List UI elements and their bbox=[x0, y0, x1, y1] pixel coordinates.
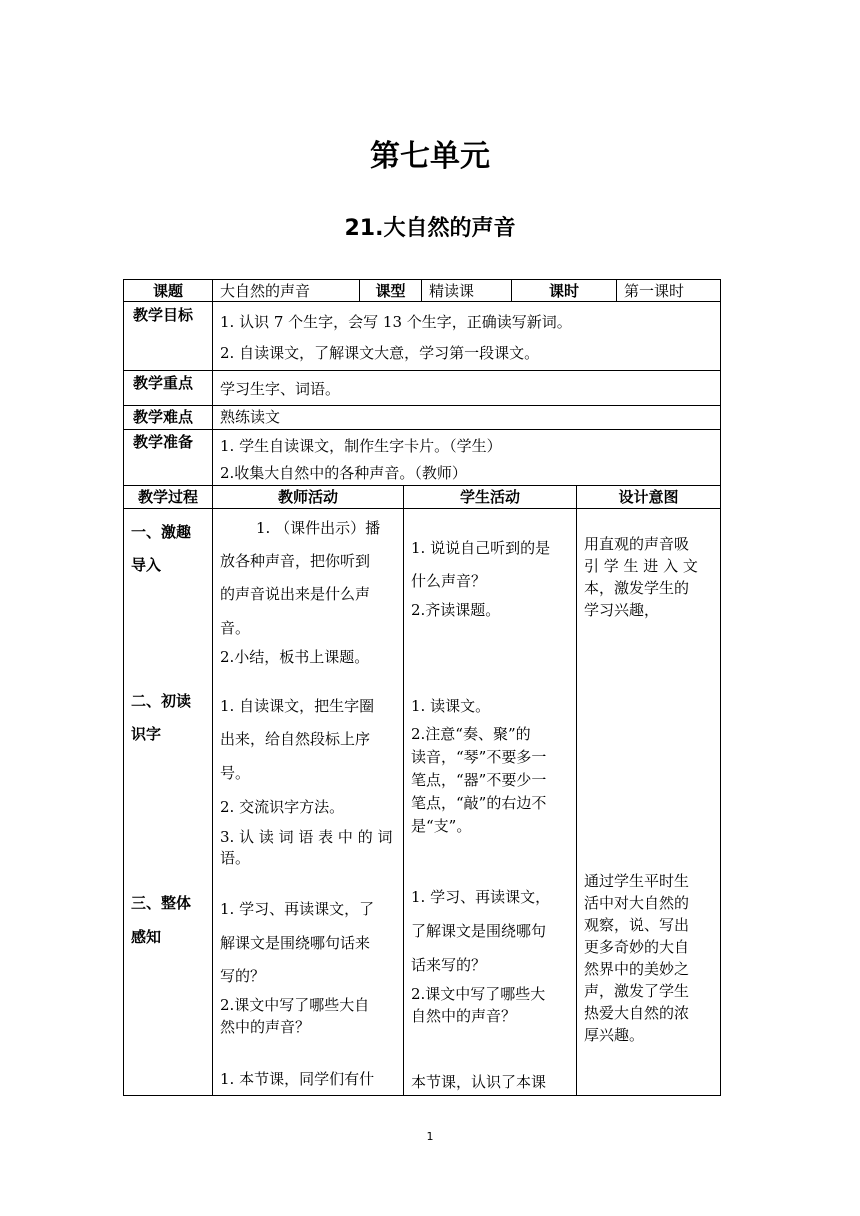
table-rule bbox=[616, 279, 617, 302]
teacher-activity-line: 1. 学习、再读课文，了 bbox=[220, 900, 375, 918]
teacher-activity-line: 2. 交流识字方法。 bbox=[220, 798, 345, 816]
teacher-activity-line: 1. 本节课，同学们有什 bbox=[220, 1070, 375, 1088]
design-intent-line: 用直观的声音吸 bbox=[584, 535, 690, 553]
teacher-activity-line: 1. （课件出示）播 bbox=[256, 519, 381, 537]
teacher-activity-line: 3. 认 读 词 语 表 中 的 词 bbox=[220, 828, 393, 846]
teacher-activity-line: 然中的声音？ bbox=[220, 1018, 311, 1036]
student-activity-line: 2.课文中写了哪些大 bbox=[411, 985, 546, 1003]
goal-item: 1. 认识 7 个生字，会写 13 个生字，正确读写新词。 bbox=[220, 313, 572, 331]
student-activity-line: 1. 说说自己听到的是 bbox=[411, 539, 551, 557]
stage-name: 导入 bbox=[131, 556, 162, 574]
student-activity-line: 2.齐读课题。 bbox=[411, 601, 501, 619]
type-label: 课型 bbox=[375, 282, 406, 300]
process-col-stage: 教学过程 bbox=[137, 488, 198, 506]
design-intent-line: 热爱大自然的浓 bbox=[584, 1004, 690, 1022]
student-activity-line: 是“支”。 bbox=[411, 817, 472, 835]
difficulty-label: 教学难点 bbox=[133, 408, 194, 426]
table-rule bbox=[212, 279, 213, 1096]
table-rule bbox=[403, 485, 404, 1096]
table-rule bbox=[421, 279, 422, 302]
period-label: 课时 bbox=[548, 282, 579, 300]
design-intent-line: 声，激发了学生 bbox=[584, 982, 690, 1000]
design-intent-line: 活中对大自然的 bbox=[584, 894, 690, 912]
preparation-label: 教学准备 bbox=[133, 433, 194, 451]
student-activity-line: 2.注意“奏、聚”的 bbox=[411, 725, 531, 743]
table-rule bbox=[123, 279, 124, 1096]
unit-title: 第七单元 bbox=[370, 139, 490, 174]
focus-label: 教学重点 bbox=[133, 374, 194, 392]
stage-name: 识字 bbox=[131, 725, 162, 743]
teacher-activity-line: 2.课文中写了哪些大自 bbox=[220, 996, 370, 1014]
stage-name: 一、激趣 bbox=[131, 523, 192, 541]
goal-item: 2. 自读课文，了解课文大意，学习第一段课文。 bbox=[220, 344, 540, 362]
stage-name: 三、整体 bbox=[131, 894, 192, 912]
lesson-title: 21.大自然的声音 bbox=[344, 216, 516, 241]
student-activity-line: 自然中的声音？ bbox=[411, 1007, 517, 1025]
stage-name: 二、初读 bbox=[131, 692, 192, 710]
page-number: 1 bbox=[426, 1130, 434, 1143]
period-value: 第一课时 bbox=[624, 282, 685, 300]
design-intent-line: 本，激发学生的 bbox=[584, 579, 690, 597]
teacher-activity-line: 的声音说出来是什么声 bbox=[220, 585, 371, 603]
teacher-activity-line: 1. 自读课文，把生字圈 bbox=[220, 697, 375, 715]
teacher-activity-line: 解课文是围绕哪句话来 bbox=[220, 934, 371, 952]
student-activity-line: 读音，“琴”不要多一 bbox=[411, 748, 547, 766]
design-intent-line: 学习兴趣， bbox=[584, 601, 660, 619]
design-intent-line: 然界中的美妙之 bbox=[584, 960, 690, 978]
teacher-activity-line: 号。 bbox=[220, 764, 251, 782]
design-intent-line: 通过学生平时生 bbox=[584, 872, 690, 890]
design-intent-line: 更多奇妙的大自 bbox=[584, 938, 690, 956]
stage-name: 感知 bbox=[131, 928, 162, 946]
student-activity-line: 笔点，“器”不要少一 bbox=[411, 771, 547, 789]
teacher-activity-line: 放各种声音，把你听到 bbox=[220, 552, 371, 570]
teacher-activity-line: 音。 bbox=[220, 619, 251, 637]
teacher-activity-line: 2.小结，板书上课题。 bbox=[220, 648, 370, 666]
table-rule bbox=[720, 279, 721, 1096]
student-activity-line: 本节课，认识了本课 bbox=[411, 1073, 547, 1091]
type-value: 精读课 bbox=[429, 282, 475, 300]
student-activity-line: 了解课文是围绕哪句 bbox=[411, 922, 547, 940]
design-intent-line: 观察，说、写出 bbox=[584, 916, 690, 934]
preparation-item: 1. 学生自读课文，制作生字卡片。（学生） bbox=[220, 437, 502, 455]
teacher-activity-line: 出来，给自然段标上序 bbox=[220, 730, 371, 748]
design-intent-line: 厚兴趣。 bbox=[584, 1026, 645, 1044]
focus-value: 学习生字、词语。 bbox=[220, 380, 341, 398]
teacher-activity-line: 写的？ bbox=[220, 967, 266, 985]
process-col-student: 学生活动 bbox=[459, 488, 520, 506]
student-activity-line: 笔点，“敲”的右边不 bbox=[411, 794, 547, 812]
student-activity-line: 什么声音？ bbox=[411, 572, 487, 590]
teacher-activity-line: 语。 bbox=[220, 849, 251, 867]
preparation-item: 2.收集大自然中的各种声音。（教师） bbox=[220, 464, 467, 482]
topic-label: 课题 bbox=[152, 282, 183, 300]
process-col-teacher: 教师活动 bbox=[277, 488, 338, 506]
difficulty-value: 熟练读文 bbox=[220, 408, 281, 426]
design-intent-line: 引 学 生 进 入 文 bbox=[584, 557, 698, 575]
goals-label: 教学目标 bbox=[133, 306, 194, 324]
topic-value: 大自然的声音 bbox=[220, 282, 311, 300]
process-col-intent: 设计意图 bbox=[618, 488, 679, 506]
student-activity-line: 1. 读课文。 bbox=[411, 697, 491, 715]
student-activity-line: 1. 学习、再读课文， bbox=[411, 888, 551, 906]
table-rule bbox=[576, 485, 577, 1096]
student-activity-line: 话来写的？ bbox=[411, 956, 487, 974]
